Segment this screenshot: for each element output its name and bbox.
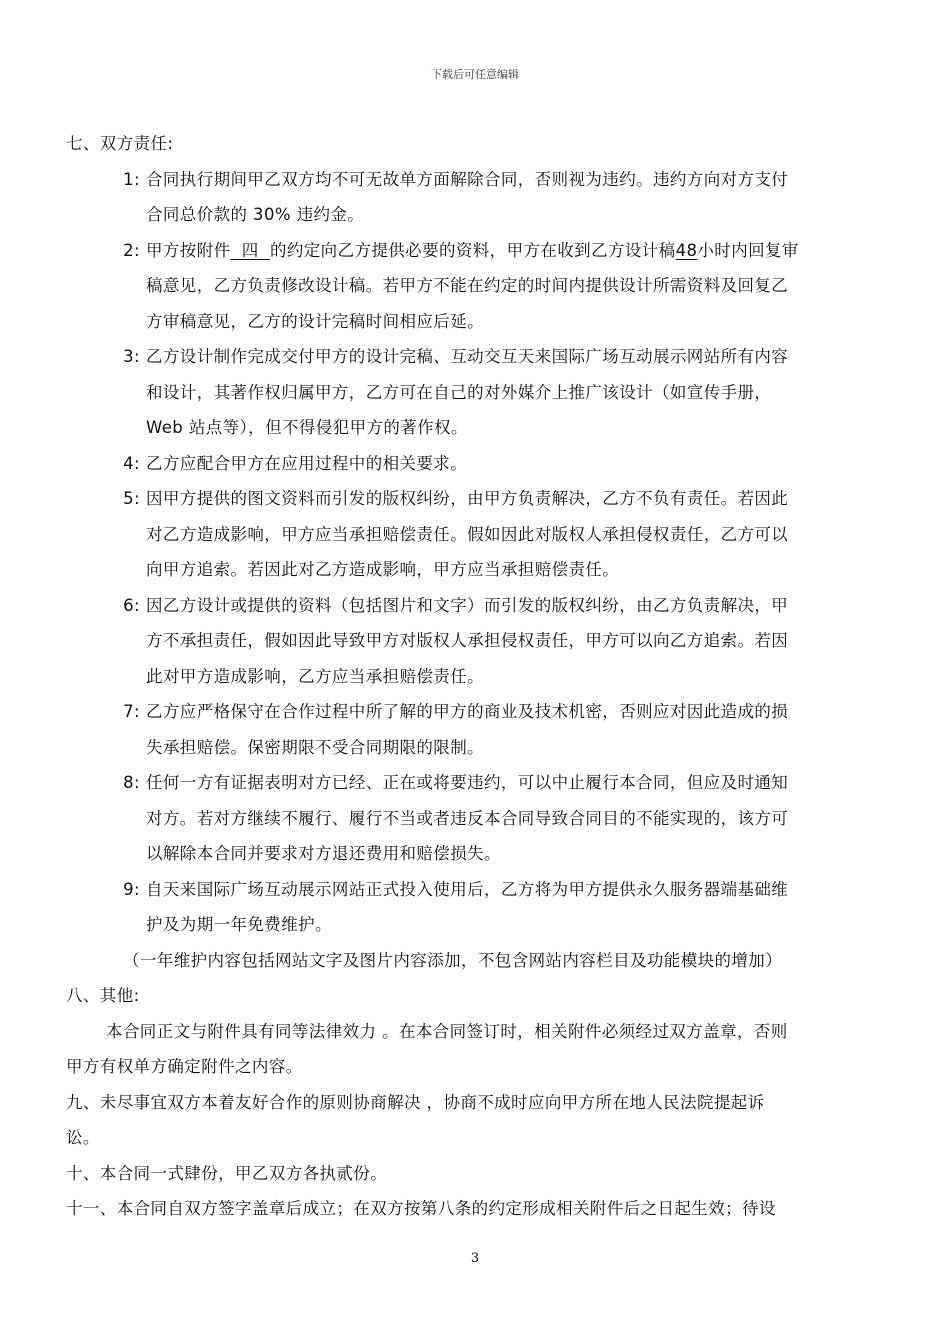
clause-2 bbox=[66, 233, 886, 269]
clause-7 bbox=[66, 694, 886, 730]
attachment-number-field: 四 bbox=[230, 240, 270, 260]
section-10-text: 十、本合同一式肆份，甲乙双方各执贰份。 bbox=[66, 1163, 388, 1183]
section-8-heading: 八、其他: bbox=[66, 986, 140, 1005]
clause-number: 7: bbox=[123, 702, 140, 721]
section-7-heading: 七、双方责任: bbox=[66, 134, 174, 153]
clause-text: 对乙方造成影响，甲方应当承担赔偿责任。假如因此对版权人承担侵权责任，乙方可以 bbox=[146, 524, 789, 544]
section-9-text: 九、未尽事宜双方本着友好合作的原则协商解决 ，协商不成时应向甲方所在地人民法院提起诉 bbox=[66, 1092, 765, 1112]
clause-text: 对方。若对方继续不履行、履行不当或者违反本合同导致合同目的不能实现的，该方可 bbox=[146, 808, 789, 828]
clause-text: 乙方应严格保守在合作过程中所了解的甲方的商业及技术机密，否则应对因此造成的损 bbox=[146, 702, 789, 721]
clause-text: 方不承担责任，假如因此导致甲方对版权人承担侵权责任，甲方可以向乙方追索。若因 bbox=[146, 631, 789, 650]
clause-text: 此对甲方造成影响，乙方应当承担赔偿责任。 bbox=[146, 666, 484, 686]
clause-text: 和设计，其著作权归属甲方，乙方可在自己的对外媒介上推广该设计（如宣传手册， bbox=[146, 382, 772, 402]
section-8-text: 本合同正文与附件具有同等法律效力 。在本合同签订时，相关附件必须经过双方盖章，否则 bbox=[106, 1021, 788, 1041]
clause-number: 1: bbox=[123, 169, 140, 189]
clause-text: 以解除本合同并要求对方退还费用和赔偿损失。 bbox=[146, 844, 501, 863]
clause-text: 自天来国际广场互动展示网站正式投入使用后，乙方将为甲方提供永久服务器端基础维 bbox=[146, 879, 789, 899]
clause-number: 4: bbox=[123, 453, 140, 473]
clause-text: 因甲方提供的图文资料而引发的版权纠纷，由甲方负责解决，乙方不负有责任。若因此 bbox=[146, 489, 789, 508]
clause-text: 失承担赔偿。保密期限不受合同期限的限制。 bbox=[146, 737, 484, 757]
reply-hours-field: 48 bbox=[675, 240, 698, 260]
section-9-text: 讼。 bbox=[66, 1128, 100, 1147]
clause-text: Web 站点等），但不得侵犯甲方的著作权。 bbox=[146, 418, 468, 437]
clause-number: 8: bbox=[123, 773, 140, 792]
clause-text: 向甲方追索。若因此对乙方造成影响，甲方应当承担赔偿责任。 bbox=[146, 560, 620, 579]
clause-6 bbox=[66, 588, 886, 624]
clause-text: 合同执行期间甲乙双方均不可无故单方面解除合同，否则视为违约。违约方向对方支付 bbox=[146, 169, 789, 189]
clause-text: 护及为期一年免费维护。 bbox=[146, 915, 332, 934]
clause-number: 6: bbox=[123, 595, 140, 615]
clause-text: 乙方应配合甲方在应用过程中的相关要求。 bbox=[146, 453, 468, 473]
clause-number: 5: bbox=[123, 489, 140, 508]
clause-number: 2: bbox=[123, 240, 140, 260]
clause-5 bbox=[66, 481, 886, 517]
clause-text: 稿意见，乙方负责修改设计稿。若甲方不能在约定的时间内提供设计所需资料及回复乙 bbox=[146, 276, 789, 295]
section-8-text: 甲方有权单方确定附件之内容。 bbox=[66, 1057, 303, 1076]
clause-number: 9: bbox=[123, 879, 140, 899]
clause-text: 甲方按附件 四 的约定向乙方提供必要的资料，甲方在收到乙方设计稿48小时内回复审 bbox=[146, 240, 799, 260]
page-number: 3 bbox=[470, 1251, 480, 1266]
clause-8 bbox=[66, 765, 886, 801]
clause-1 bbox=[66, 162, 886, 198]
page-header: 下载后可任意编辑 bbox=[431, 68, 519, 81]
clause-9 bbox=[66, 872, 886, 908]
clause-text: 乙方设计制作完成交付甲方的设计完稿、互动交互天来国际广场互动展示网站所有内容 bbox=[146, 347, 789, 366]
clause-text: 任何一方有证据表明对方已经、正在或将要违约，可以中止履行本合同，但应及时通知 bbox=[146, 773, 789, 792]
clause-number: 3: bbox=[123, 347, 140, 366]
maintenance-note: （一年维护内容包括网站文字及图片内容添加，不包含网站内容栏目及功能模块的增加） bbox=[123, 950, 783, 970]
clause-text: 因乙方设计或提供的资料（包括图片和文字）而引发的版权纠纷，由乙方负责解决，甲 bbox=[146, 595, 789, 615]
document-body bbox=[66, 126, 886, 1227]
clause-text: 方审稿意见，乙方的设计完稿时间相应后延。 bbox=[146, 311, 484, 331]
section-11-text: 十一、本合同自双方签字盖章后成立；在双方按第八条的约定形成相关附件后之日起生效；待设 bbox=[66, 1199, 776, 1218]
clause-3 bbox=[66, 339, 886, 375]
clause-4 bbox=[66, 446, 886, 482]
clause-text: 合同总价款的 30% 违约金。 bbox=[146, 205, 365, 224]
